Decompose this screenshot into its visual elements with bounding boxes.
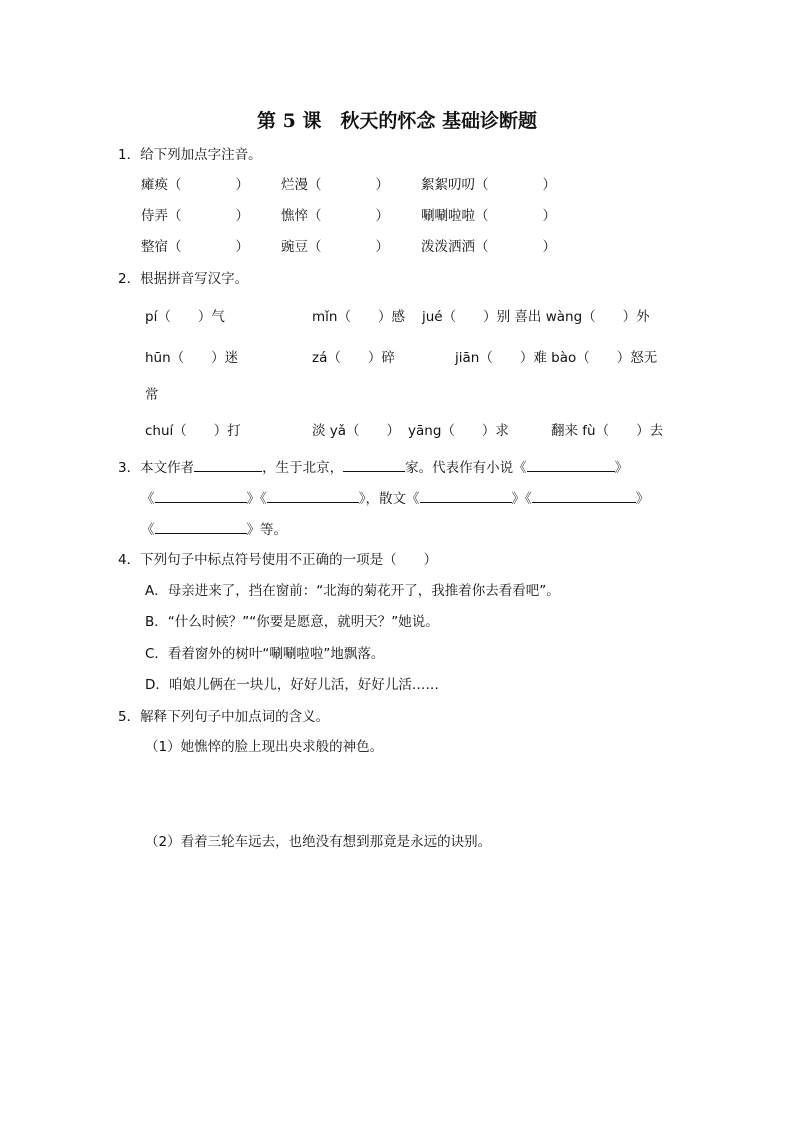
q3-text: 》: [614, 460, 629, 476]
novel-blank[interactable]: [155, 488, 247, 503]
q3-text: ，生于北京，: [262, 460, 344, 476]
q2-item: hūn（ ）迷: [145, 350, 239, 366]
q2-item: mǐn（ ）感: [312, 309, 405, 325]
q2-item: zá（ ）碎: [312, 350, 395, 366]
author-blank[interactable]: [194, 457, 262, 472]
q1-item: 整宿（ ）: [141, 239, 249, 255]
q3-text: 》，散文《: [358, 491, 420, 507]
q2-item: chuí（ ）打: [145, 423, 241, 439]
q1-item: 烂漫（ ）: [281, 177, 389, 193]
q3-line2: [141, 488, 649, 508]
q3-text: 》等。: [246, 522, 287, 538]
prose-blank[interactable]: [420, 488, 512, 503]
q3-text: 《: [525, 491, 532, 507]
novel-blank[interactable]: [267, 488, 359, 503]
q1-item: 瘫痪（ ）: [141, 177, 249, 193]
q5-sub1: （1）她憔悴的脸上现出央求般的神色。: [145, 739, 384, 755]
q2-item: yāng（ ）求: [408, 423, 509, 439]
q4-option-a[interactable]: A．母亲进来了，挡在窗前：“北海的菊花开了，我推着你去看看吧”。: [145, 583, 560, 599]
q4-option-b[interactable]: B．“什么时候？”“你要是愿意，就明天？”她说。: [145, 614, 439, 630]
q2-stem: 2．根据拼音写汉字。: [118, 271, 249, 287]
q2-item: pí（ ）气: [145, 309, 225, 325]
novel-blank[interactable]: [527, 457, 615, 472]
q4-option-d[interactable]: D．咱娘儿俩在一块儿，好好儿活，好好儿活……: [145, 677, 439, 693]
q3-line1: [118, 457, 628, 477]
q1-item: 絮絮叨叨（ ）: [421, 177, 556, 193]
q4-option-c[interactable]: C．看着窗外的树叶“唰唰啦啦”地飘落。: [145, 646, 385, 662]
q3-line3: [141, 519, 287, 539]
q5-sub2: （2）看着三轮车远去，也绝没有想到那竟是永远的诀别。: [145, 834, 492, 850]
q5-stem: 5．解释下列句子中加点词的含义。: [118, 709, 330, 725]
q3-text: 》: [246, 491, 260, 507]
q1-item: 侍弄（ ）: [141, 208, 249, 224]
q3-text: 》: [635, 491, 650, 507]
q3-text: 《: [260, 491, 267, 507]
q3-text: 家。代表作有小说《: [405, 460, 527, 476]
q1-stem: 1．给下列加点字注音。: [118, 147, 262, 163]
q1-item: 唰唰啦啦（ ）: [421, 208, 556, 224]
role-blank[interactable]: [343, 457, 405, 472]
prose-blank[interactable]: [532, 488, 636, 503]
prose-blank[interactable]: [155, 519, 247, 534]
q1-item: 憔悴（ ）: [281, 208, 389, 224]
q1-item: 豌豆（ ）: [281, 239, 389, 255]
q3-text: 《: [141, 522, 155, 538]
q2-item: 翻来 fù（ ）去: [551, 423, 664, 439]
page-title: 第 5 课 秋天的怀念 基础诊断题: [256, 110, 538, 132]
q3-text: 《: [141, 491, 155, 507]
q2-item: jué（ ）别 喜出 wàng（ ）外: [422, 309, 650, 325]
q2-wrap: 常: [145, 387, 159, 403]
q3-text: 》: [511, 491, 525, 507]
q1-item: 泼泼洒洒（ ）: [421, 239, 556, 255]
q2-item: jiān（ ）难 bào（ ）怒无: [455, 350, 658, 366]
q2-item: 淡 yǎ（ ）: [312, 423, 401, 439]
q4-stem: 4．下列句子中标点符号使用不正确的一项是（ ）: [118, 552, 438, 568]
q3-text: 3．本文作者: [118, 460, 195, 476]
